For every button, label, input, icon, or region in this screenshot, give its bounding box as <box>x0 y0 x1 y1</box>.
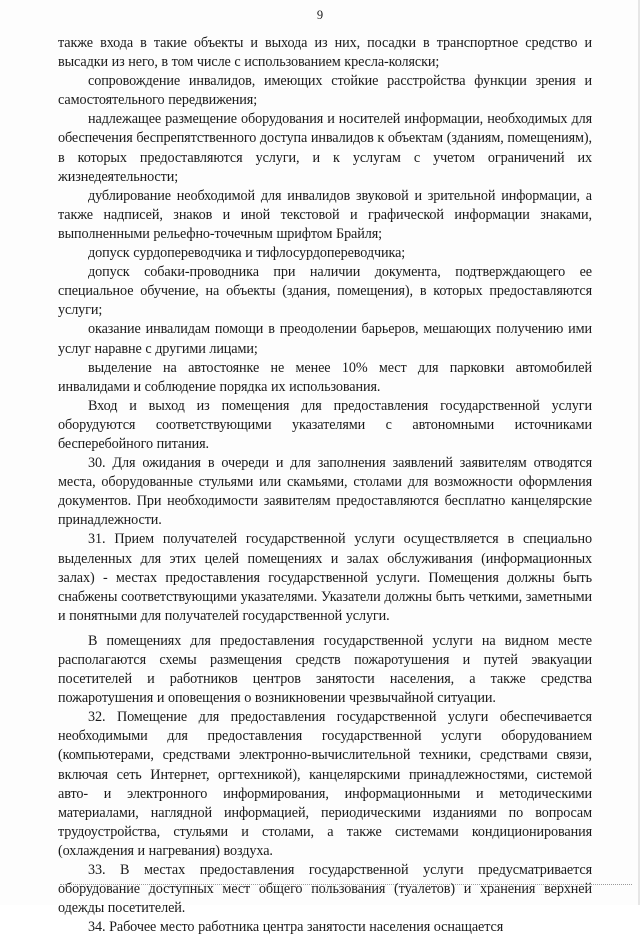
paragraph: надлежащее размещение оборудования и носителей информации, необходимых для обеспечения беспрепятственного доступа инвалидов к объектам (зданиям, помещениям), в которых предоставляются услуги, и к услугам с учетом ограничений их жизнедеятельности; <box>58 111 592 185</box>
paragraph: допуск сурдопереводчика и тифлосурдопереводчика; <box>88 245 406 262</box>
paragraph: допуск собаки-проводника при наличии документа, подтверждающего ее специальное обучение, на объекты (здания, помещения), в которых предоставляются услуги; <box>58 264 592 319</box>
paragraph: оказание инвалидам помощи в преодолении барьеров, мешающих получению ими услуг наравне с другими лицами; <box>58 321 592 357</box>
page-number: 9 <box>316 8 324 22</box>
paragraph: 30. Для ожидания в очереди и для заполнения заявлений заявителям отводятся места, оборудованные стульями или скамьями, столами для возможности оформления документов. При необходимости заявителям предоставляются бесплатно канцелярские принадлежности. <box>58 455 592 529</box>
paragraph: Вход и выход из помещения для предоставления государственной услуги оборудуются соответствующими указателями с автономными источниками бесперебойного питания. <box>58 397 592 452</box>
paragraph: сопровождение инвалидов, имеющих стойкие расстройства функции зрения и самостоятельного передвижения; <box>58 73 592 109</box>
paragraph: 32. Помещение для предоставления государственной услуги обеспечивается необходимыми для предоставления государственной услуги оборудованием (компьютерами, средствами электронно-вычислительной техники, средствами связи, включая сеть Интернет, оргтехникой), канцелярскими принадлежностями, системой авто- и электронного информирования, информационными и методическими материалами, наглядной информацией, периодическими изданиями по вопросам трудоустройства, стульями и столами, а также системами кондиционирования (охлаждения и нагревания) воздуха. <box>58 709 592 859</box>
paragraph: дублирование необходимой для инвалидов звуковой и зрительной информации, а также надписей, знаков и иной текстовой и графической информации знаками, выполненными рельефно-точечным шрифтом Брайля; <box>58 187 592 242</box>
paragraph: 34. Рабочее место работника центра занятости населения оснащается <box>88 919 504 936</box>
scan-edge-line <box>60 884 632 885</box>
document-body <box>58 34 592 937</box>
paragraph: В помещениях для предоставления государственной услуги на видном месте располагаются схемы размещения средств пожаротушения и путей эвакуации посетителей и работников центров занятости населения, а также средства пожаротушения и оповещения о возникновении чрезвычайной ситуации. <box>58 632 592 707</box>
paragraph: также входа в такие объекты и выхода из них, посадки в транспортное средство и высадки из него, в том числе с использованием кресла-коляски; <box>58 35 592 71</box>
paragraph: выделение на автостоянке не менее 10% мест для парковки автомобилей инвалидами и соблюдение порядка их использования. <box>58 359 592 395</box>
paragraph: 31. Прием получателей государственной услуги осуществляется в специально выделенных для этих целей помещениях и залах обслуживания (информационных залах) - местах предоставления государственной услуги. Помещения должны быть снабжены соответствующими указателями. Указатели должны быть четкими, заметными и понятными для получателей государственной услуги. <box>58 531 592 624</box>
paragraph: 33. В местах предоставления государственной услуги предусматривается оборудование доступных мест общего пользования (туалетов) и хранения верхней одежды посетителей. <box>58 862 592 917</box>
